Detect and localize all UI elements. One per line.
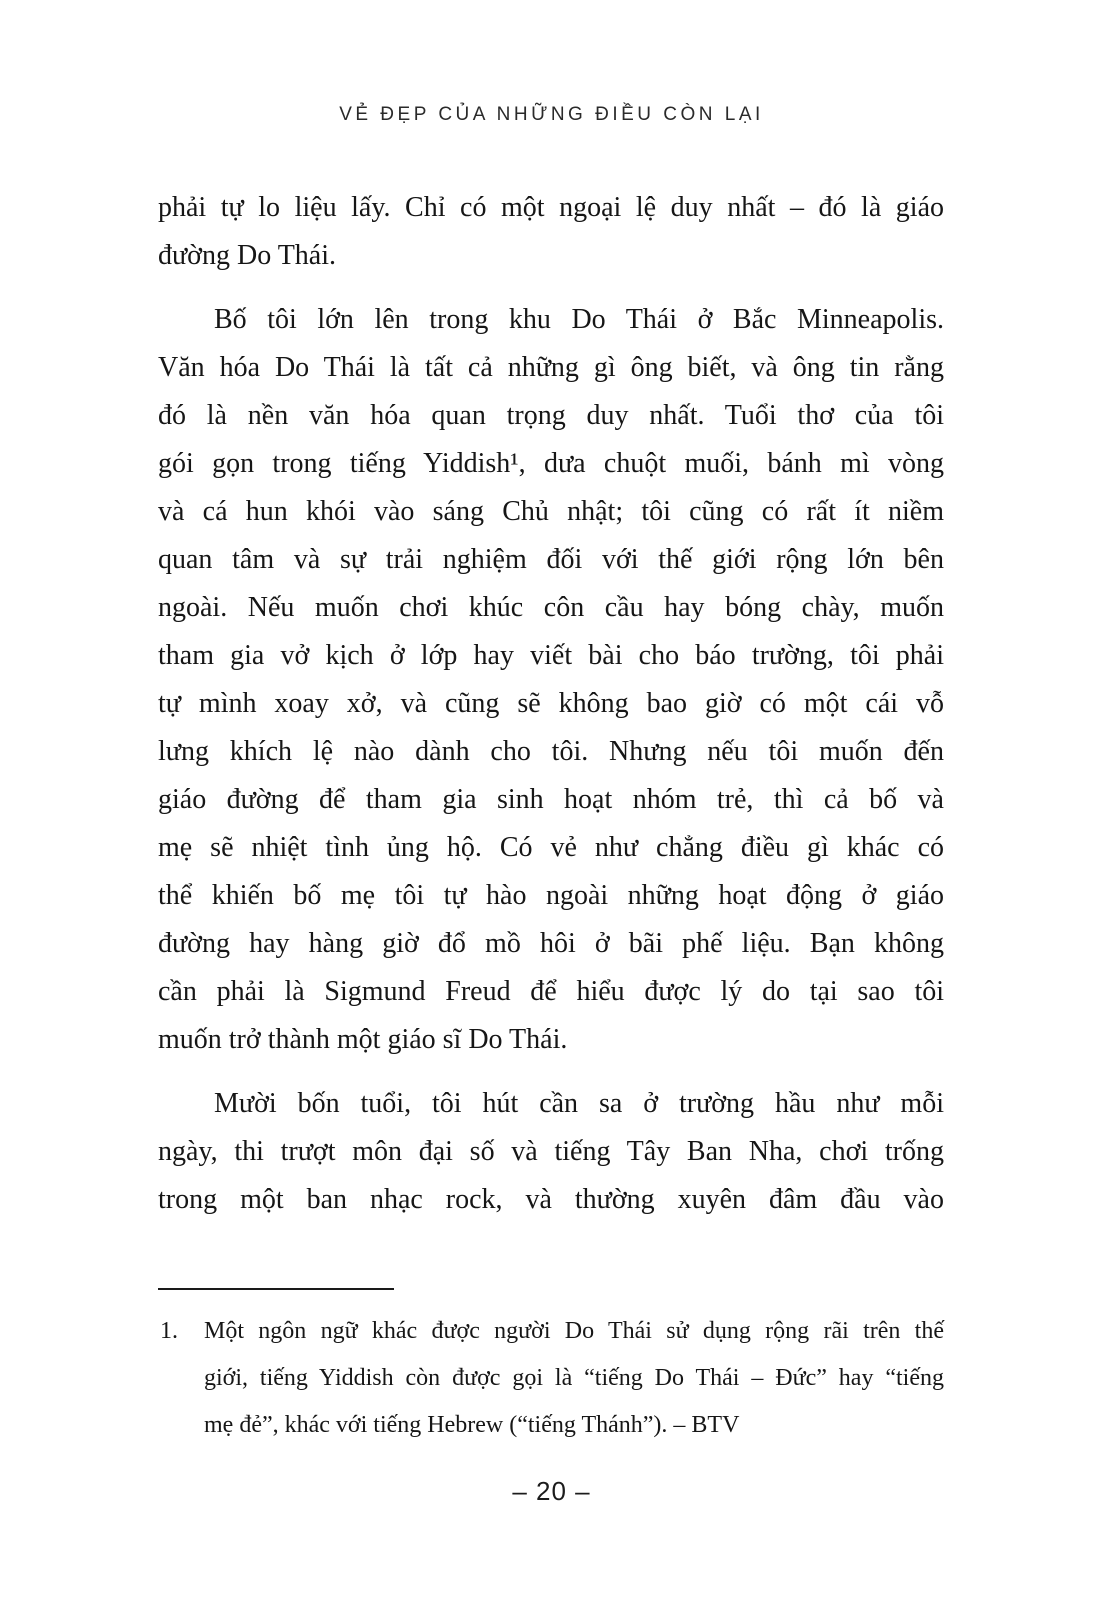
text-line: đó là nền văn hóa quan trọng duy nhất. Tuổi thơ của tôi [158,400,944,431]
body-text [158,184,944,1224]
text-line: tham gia vở kịch ở lớp hay viết bài cho báo trường, tôi phải [158,640,944,671]
text-line: lưng khích lệ nào dành cho tôi. Nhưng nếu tôi muốn đến [158,736,944,767]
text-line: phải tự lo liệu lấy. Chỉ có một ngoại lệ duy nhất – đó là giáo [158,192,944,223]
text-line: tự mình xoay xở, và cũng sẽ không bao giờ có một cái vỗ [158,688,944,719]
text-line: mẹ đẻ”, khác với tiếng Hebrew (“tiếng Thánh”). – BTV [204,1412,740,1438]
paragraph [158,184,944,280]
text-line: Một ngôn ngữ khác được người Do Thái sử dụng rộng rãi trên thế [204,1318,944,1344]
text-line: muốn trở thành một giáo sĩ Do Thái. [158,1024,568,1055]
page-number: – 20 – [512,1476,591,1506]
text-line: cần phải là Sigmund Freud để hiểu được lý do tại sao tôi [158,976,944,1007]
text-line: ngày, thi trượt môn đại số và tiếng Tây Ban Nha, chơi trống [158,1136,944,1167]
footnote-rule [158,1288,394,1290]
text-line: gói gọn trong tiếng Yiddish¹, dưa chuột muối, bánh mì vòng [158,448,944,479]
footnote [158,1308,944,1449]
text-line: mẹ sẽ nhiệt tình ủng hộ. Có vẻ như chẳng điều gì khác có [158,832,944,863]
running-head: VẺ ĐẸP CỦA NHỮNG ĐIỀU CÒN LẠI [339,104,764,125]
text-line: và cá hun khói vào sáng Chủ nhật; tôi cũng có rất ít niềm [158,496,944,527]
text-line: đường hay hàng giờ đổ mồ hôi ở bãi phế liệu. Bạn không [158,928,944,959]
paragraph [158,1080,944,1224]
text-line: quan tâm và sự trải nghiệm đối với thế giới rộng lớn bên [158,544,944,575]
text-line: giáo đường để tham gia sinh hoạt nhóm trẻ, thì cả bố và [158,784,944,815]
text-line: đường Do Thái. [158,240,337,271]
footnote-marker: 1. [160,1318,178,1344]
text-line: Bố tôi lớn lên trong khu Do Thái ở Bắc Minneapolis. [214,304,944,335]
text-line: Văn hóa Do Thái là tất cả những gì ông biết, và ông tin rằng [158,352,944,383]
text-line: trong một ban nhạc rock, và thường xuyên đâm đầu vào [158,1184,944,1215]
text-line: giới, tiếng Yiddish còn được gọi là “tiếng Do Thái – Đức” hay “tiếng [204,1365,944,1391]
footnote-lines [204,1308,944,1449]
text-line: ngoài. Nếu muốn chơi khúc côn cầu hay bóng chày, muốn [158,592,944,623]
text-line: thể khiến bố mẹ tôi tự hào ngoài những hoạt động ở giáo [158,880,944,911]
paragraph [158,296,944,1064]
text-line: Mười bốn tuổi, tôi hút cần sa ở trường hầu như mỗi [214,1088,944,1119]
